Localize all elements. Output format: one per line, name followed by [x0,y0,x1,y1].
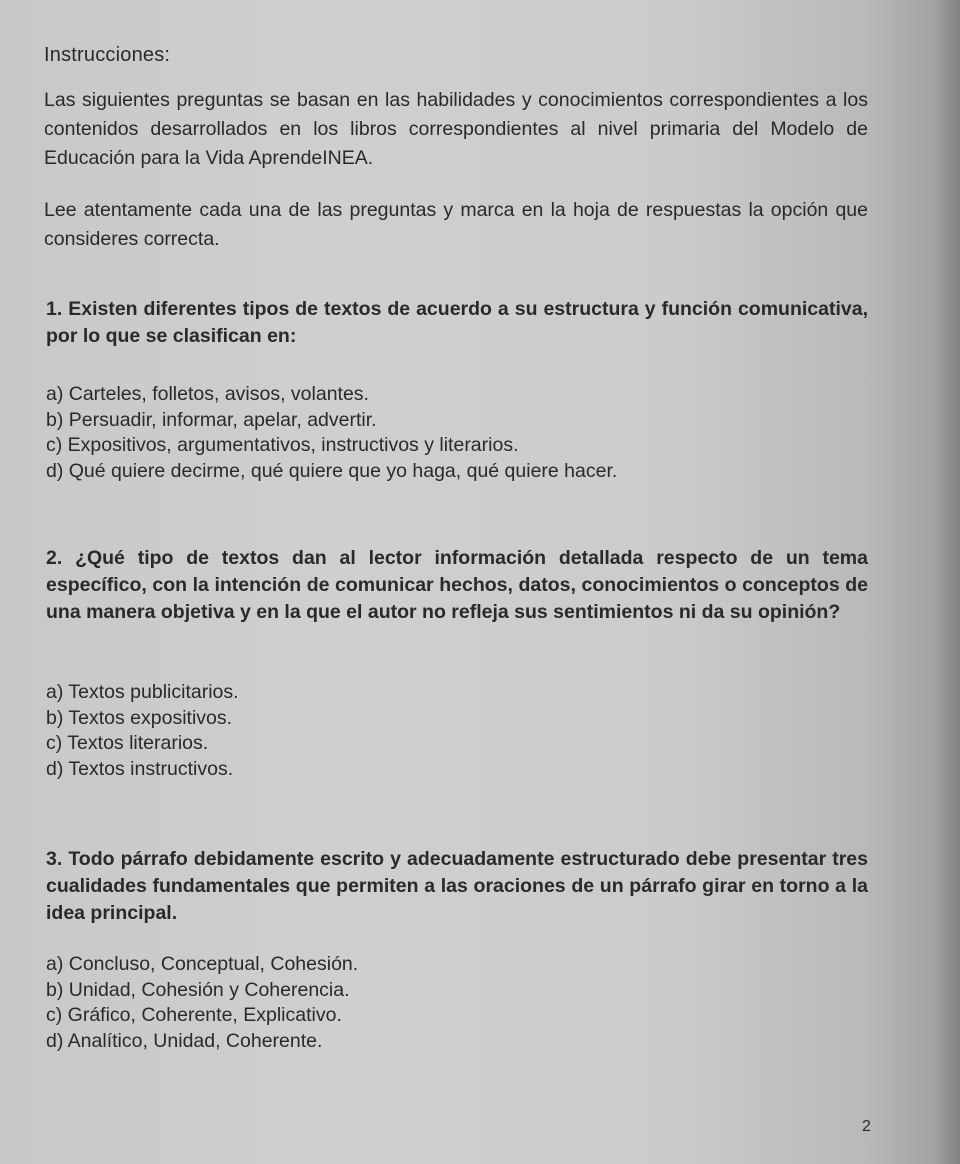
instructions-title: Instrucciones: [44,44,171,66]
question-1-prompt: 1. Existen diferentes tipos de textos de acuerdo a su estructura y función comunicativa, por lo que se clasifican en: [46,298,868,347]
question-2-option-d: d) Textos instructivos. [46,757,234,780]
question-3-option-c: c) Gráfico, Coherente, Explicativo. [46,1004,342,1026]
question-3-option-d: d) Analítico, Unidad, Coherente. [46,1029,323,1052]
page-edge-shadow [932,0,960,1164]
question-1-options [46,382,617,484]
question-3-option-b: b) Unidad, Cohesión y Coherencia. [46,978,350,1001]
question-2-option-c: c) Textos literarios. [46,732,209,754]
question-2-prompt: 2. ¿Qué tipo de textos dan al lector información detallada respecto de un tema específico, con la intención de comunicar hechos, datos, conocimientos o conceptos de una manera objetiva y en la que el autor no refleja sus sentimientos ni da su opinión? [46,547,868,623]
question-1-option-a: a) Carteles, folletos, avisos, volantes. [46,383,369,405]
instructions-paragraph-1: Las siguientes preguntas se basan en las habilidades y conocimientos correspondientes a los contenidos desarrollados en los libros correspondientes al nivel primaria del Modelo de Educación para la Vida AprendeINEA. [44,89,868,169]
question-3-prompt: 3. Todo párrafo debidamente escrito y adecuadamente estructurado debe presentar tres cualidades fundamentales que permiten a las oraciones de un párrafo girar en torno a la idea principal. [46,848,868,924]
question-3-options [46,952,358,1054]
question-2-options [46,680,239,782]
question-1-option-c: c) Expositivos, argumentativos, instructivos y literarios. [46,434,519,456]
question-2-option-a: a) Textos publicitarios. [46,681,239,703]
question-2-option-b: b) Textos expositivos. [46,706,233,729]
page-number: 2 [862,1118,871,1135]
instructions-paragraph-2: Lee atentamente cada una de las preguntas y marca en la hoja de respuestas la opción que consideres correcta. [44,199,868,250]
question-1-option-b: b) Persuadir, informar, apelar, advertir. [46,408,377,431]
question-3-option-a: a) Concluso, Conceptual, Cohesión. [46,953,359,975]
question-1-option-d: d) Qué quiere decirme, qué quiere que yo haga, qué quiere hacer. [46,459,618,482]
